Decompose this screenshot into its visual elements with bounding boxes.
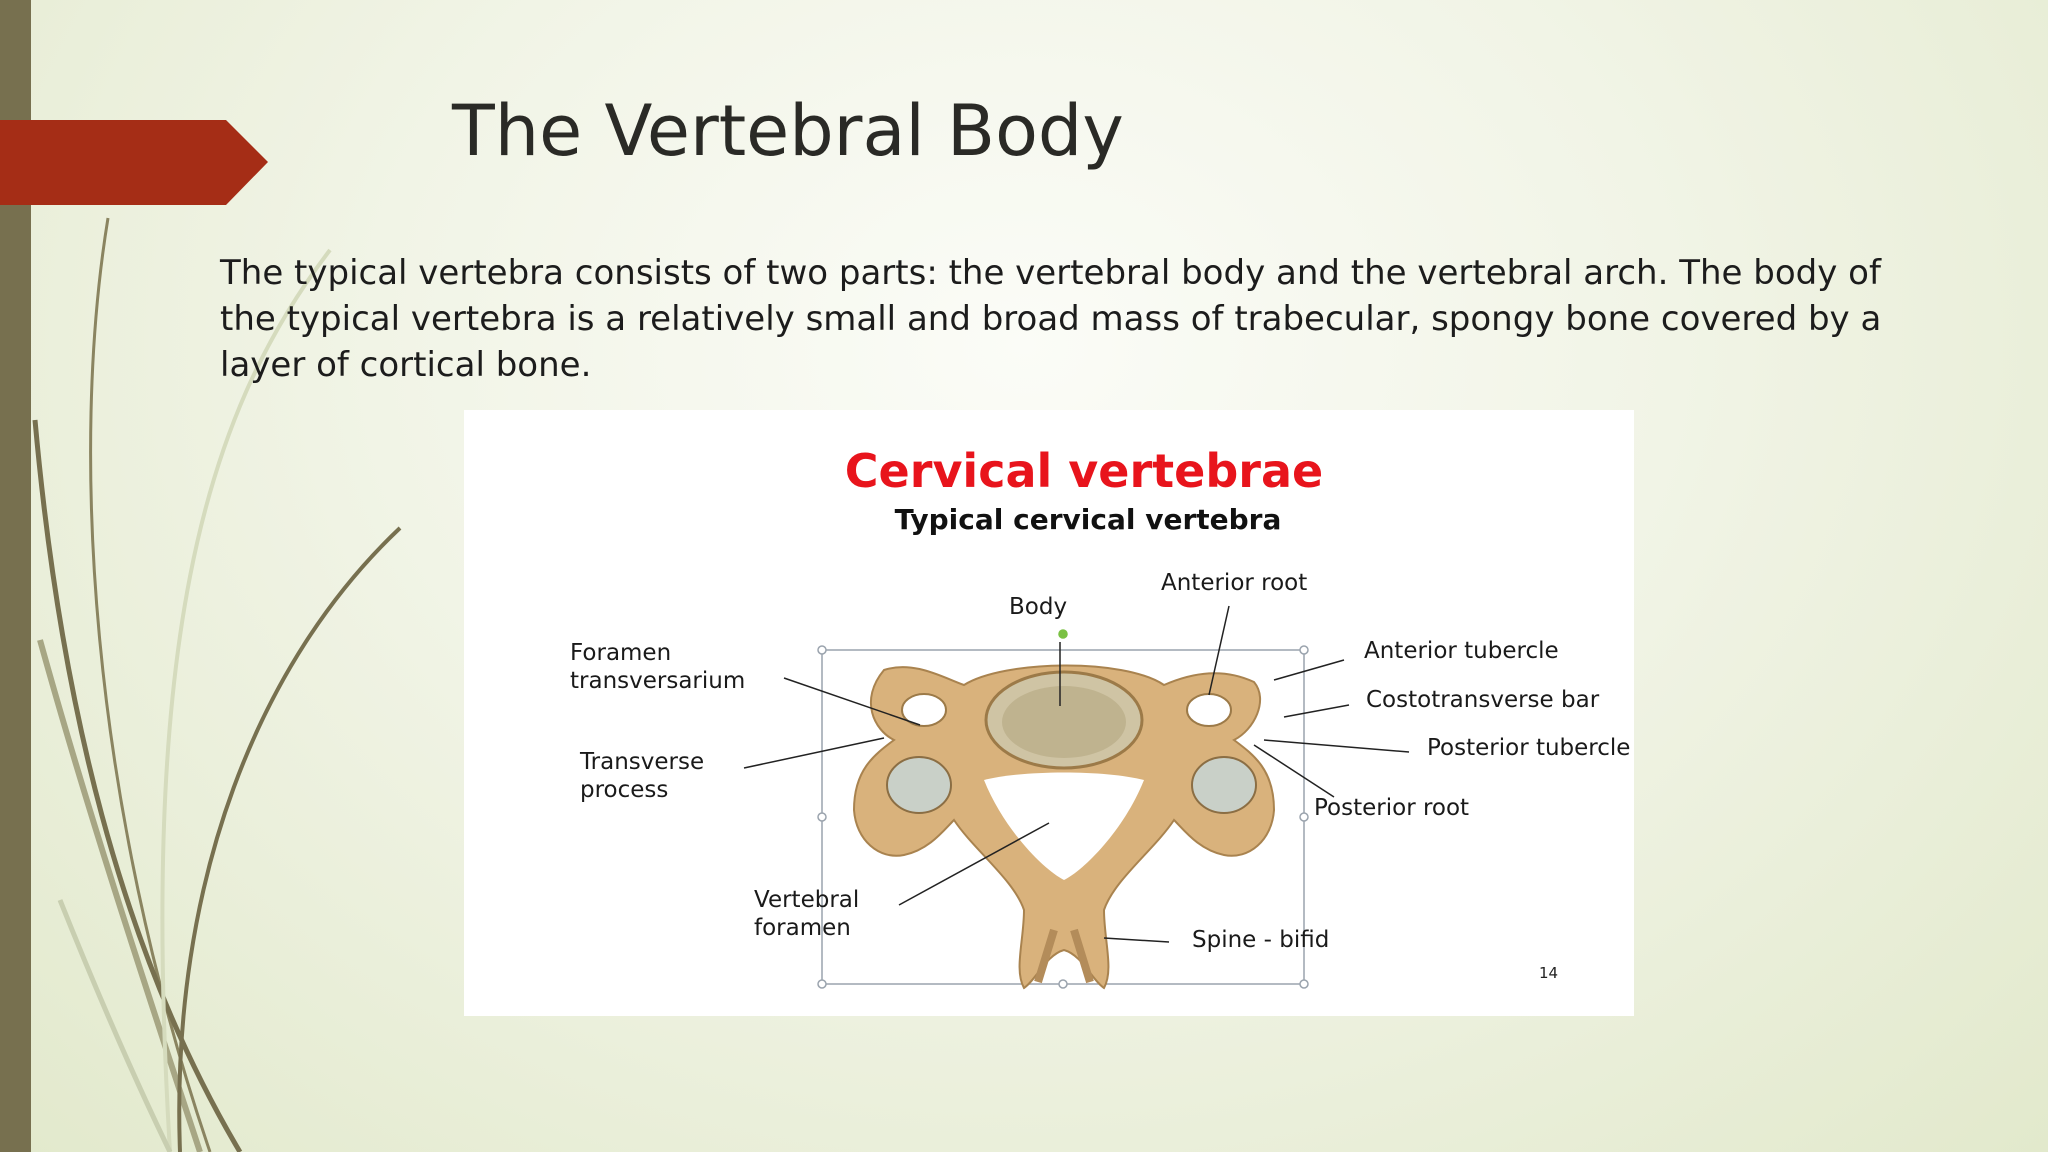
label-body: Body — [1009, 594, 1068, 620]
label-transverse-process-line1: Transverse — [580, 749, 705, 775]
title-arrow-tab — [0, 120, 268, 205]
label-foramen-transversarium-line1: Foramen — [570, 640, 672, 666]
label-posterior-root: Posterior root — [1314, 795, 1470, 821]
vertebra-figure — [464, 410, 1634, 1016]
label-transverse-process-line2: process — [580, 777, 669, 803]
label-vertebral-foramen-line2: foramen — [754, 915, 851, 941]
label-foramen-transversarium-line2: transversarium — [570, 668, 746, 694]
label-anterior-tubercle: Anterior tubercle — [1364, 638, 1559, 664]
figure-title: Cervical vertebrae — [844, 444, 1324, 498]
label-posterior-tubercle: Posterior tubercle — [1427, 735, 1631, 761]
figure-page-number: 14 — [1539, 964, 1559, 982]
label-anterior-root: Anterior root — [1161, 570, 1308, 596]
body-paragraph: The typical vertebra consists of two parts: the vertebral body and the vertebral arch. The body of the typical vertebra is a relatively small and broad mass of trabecular, spongy bone covered by a layer of cortical bone. — [220, 253, 1882, 385]
vertebra-diagram — [464, 410, 1634, 1016]
label-vertebral-foramen-line1: Vertebral — [754, 887, 860, 913]
figure-subtitle: Typical cervical vertebra — [894, 503, 1282, 536]
label-spine: Spine - bifid — [1192, 927, 1330, 953]
label-costotransverse-bar: Costotransverse bar — [1366, 687, 1600, 713]
slide-title: The Vertebral Body — [452, 90, 1124, 172]
